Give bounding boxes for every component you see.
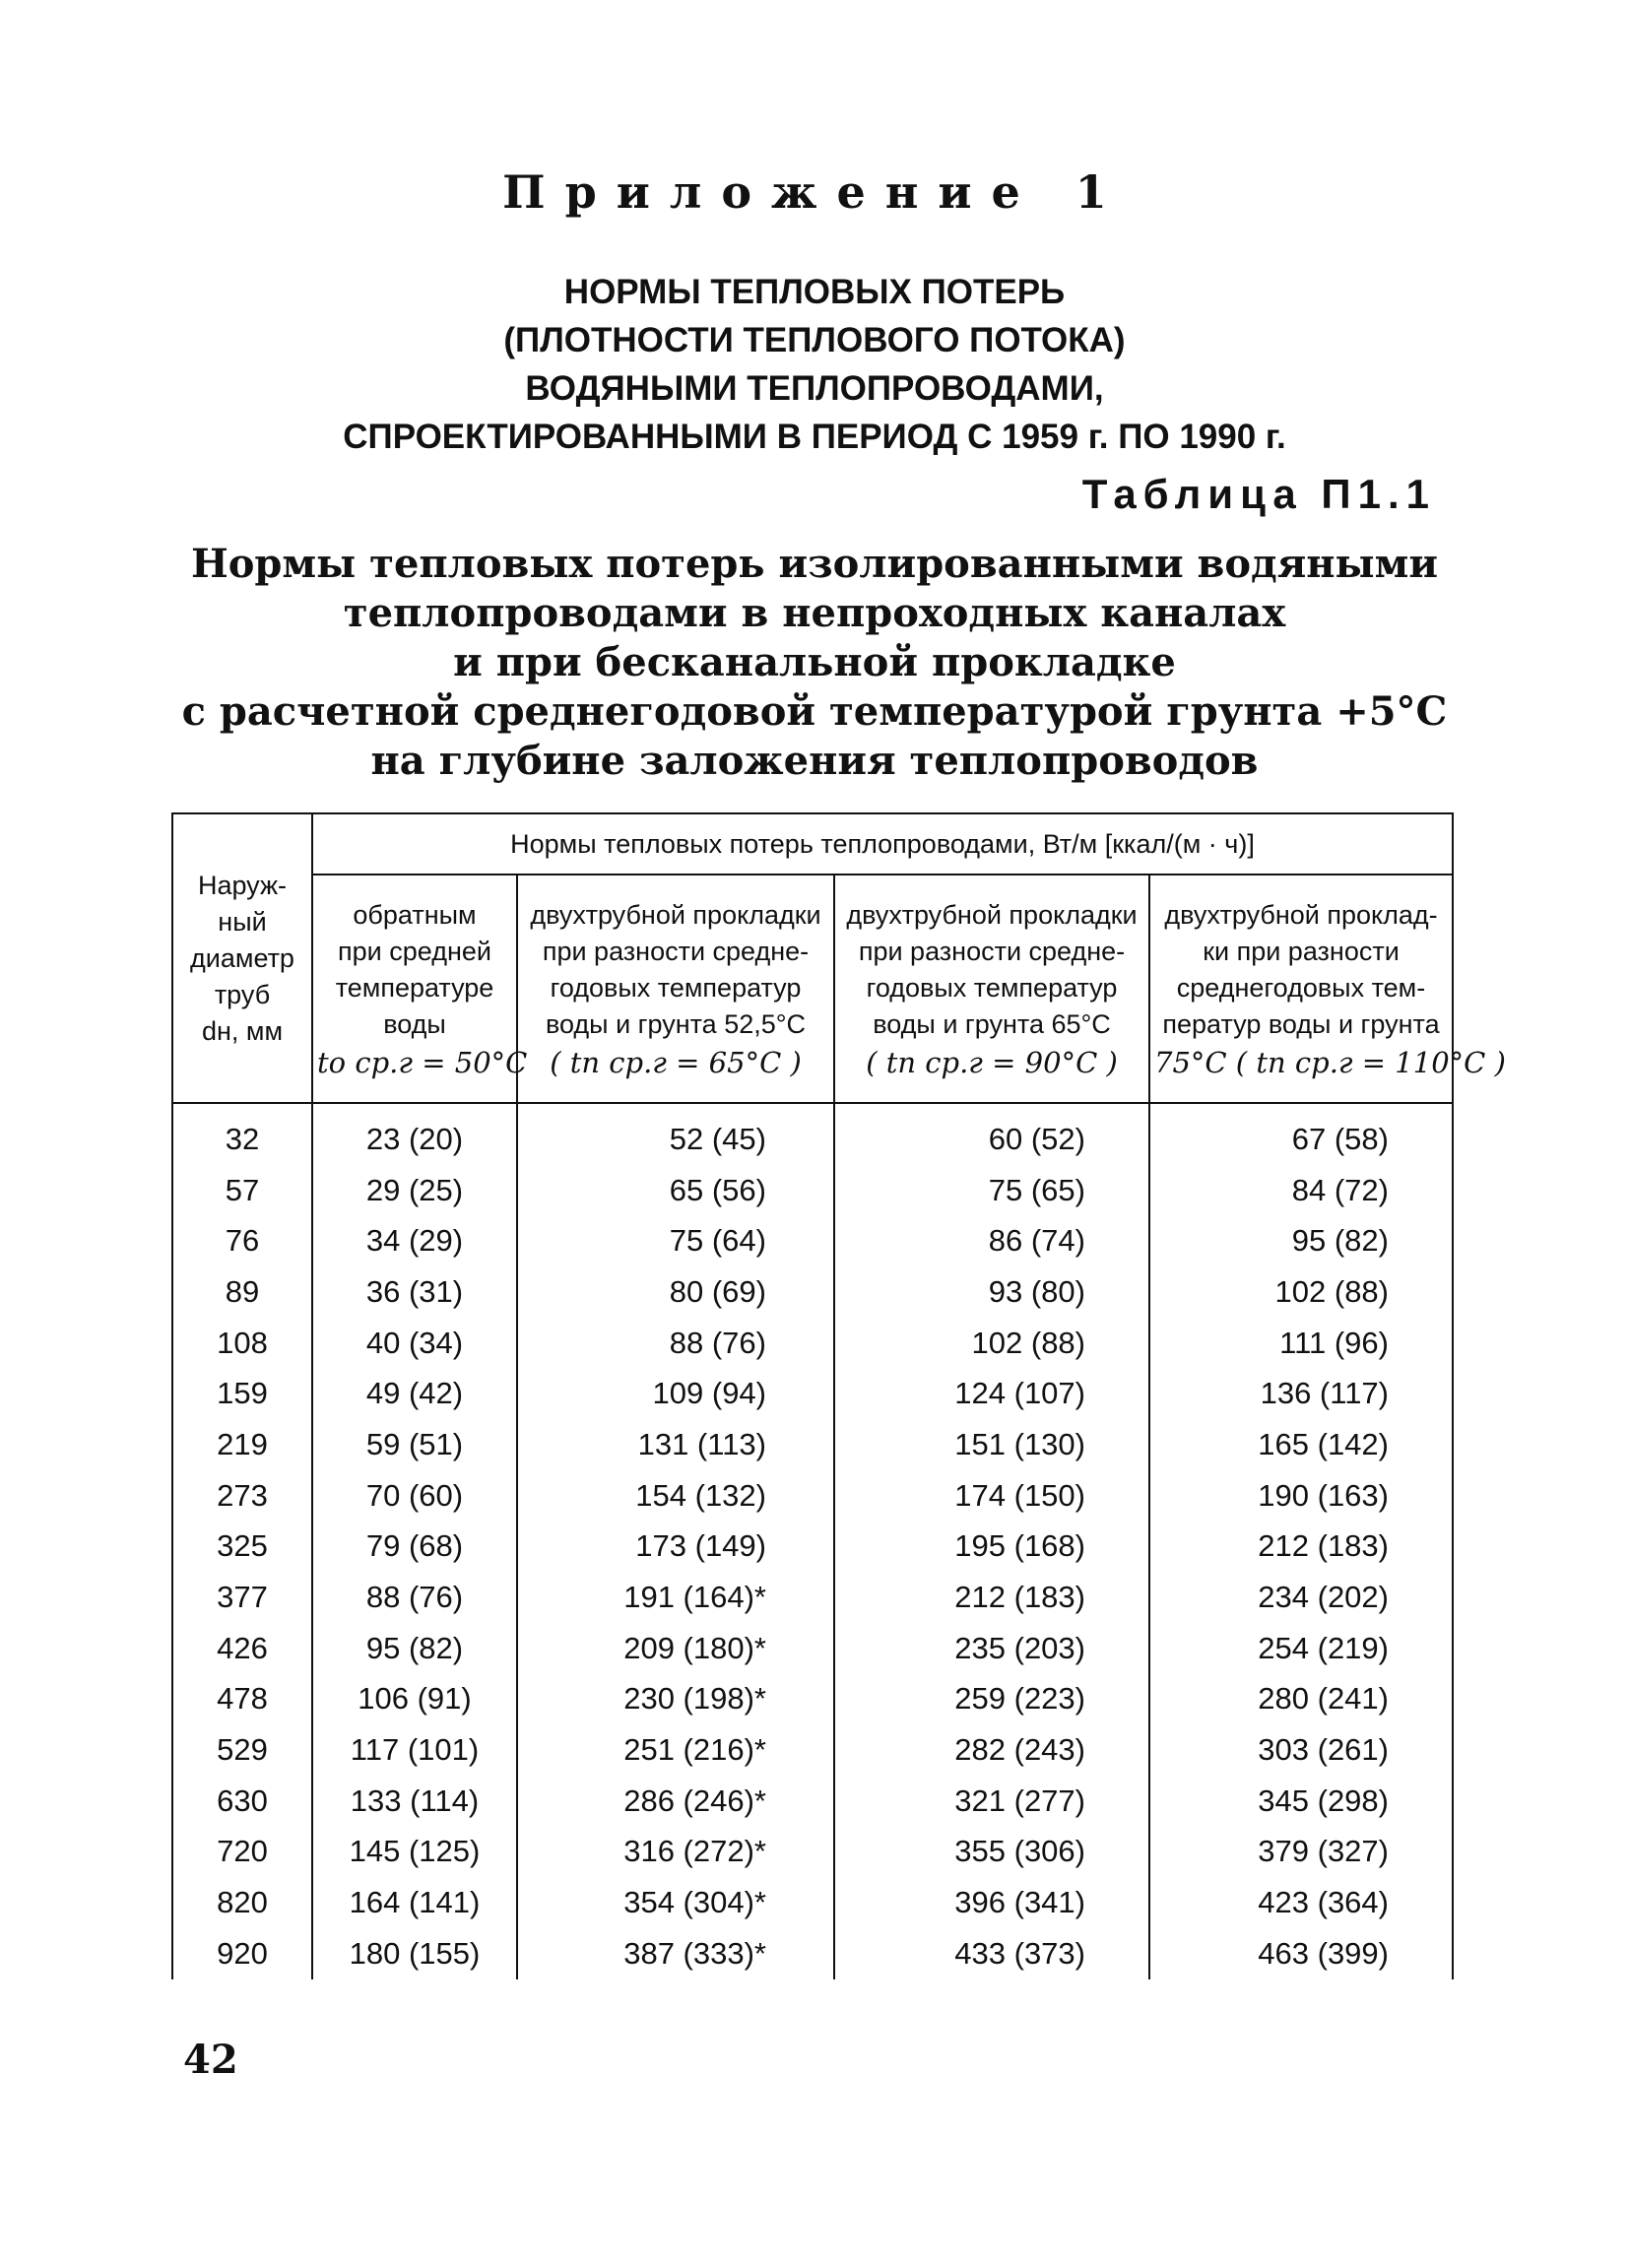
heat-loss-cell: 321 (277) xyxy=(834,1776,1149,1827)
header-line: ператур воды и грунта xyxy=(1162,1008,1440,1039)
header-line: при разности средне- xyxy=(858,936,1126,966)
header-line: обратным xyxy=(353,899,477,930)
caption-line: теплопроводами в непроходных каналах xyxy=(343,590,1286,636)
table-row xyxy=(172,1928,1453,1979)
table-label: Таблица П1.1 xyxy=(1081,471,1436,517)
header-line: годовых температур xyxy=(550,972,802,1003)
caption-line: и при бесканальной прокладке xyxy=(453,639,1176,685)
heat-loss-cell: 387 (333)* xyxy=(517,1928,834,1979)
table-body xyxy=(172,1103,1453,1979)
heat-loss-cell: 174 (150) xyxy=(834,1470,1149,1522)
table-row xyxy=(172,1776,1453,1827)
heat-loss-cell: 379 (327) xyxy=(1149,1827,1453,1878)
table-row xyxy=(172,1623,1453,1674)
table-row xyxy=(172,1419,1453,1470)
heat-loss-cell: 463 (399) xyxy=(1149,1928,1453,1979)
heat-loss-cell: 195 (168) xyxy=(834,1522,1149,1573)
temperature-formula: tо ср.г = 50°С xyxy=(317,1045,528,1079)
heat-loss-cell: 235 (203) xyxy=(834,1623,1149,1674)
heat-loss-cell: 34 (29) xyxy=(312,1215,517,1266)
heat-loss-cell: 95 (82) xyxy=(312,1623,517,1674)
heat-loss-cell: 88 (76) xyxy=(517,1318,834,1369)
header-line: при разности средне- xyxy=(542,936,810,966)
heat-loss-cell: 75 (65) xyxy=(834,1165,1149,1216)
table-row xyxy=(172,1724,1453,1776)
heat-loss-cell: 65 (56) xyxy=(517,1165,834,1216)
heading-line: (ПЛОТНОСТИ ТЕПЛОВОГО ПОТОКА) xyxy=(503,321,1126,359)
two-pipe-52-column-header xyxy=(517,875,834,1103)
header-line: среднегодовых тем- xyxy=(1176,972,1426,1003)
heat-loss-cell: 117 (101) xyxy=(312,1724,517,1776)
caption-line: на глубине заложения теплопроводов xyxy=(370,738,1259,784)
heat-loss-cell: 164 (141) xyxy=(312,1877,517,1928)
heat-loss-table xyxy=(171,812,1506,1979)
heat-loss-cell: 423 (364) xyxy=(1149,1877,1453,1928)
heat-loss-cell: 396 (341) xyxy=(834,1877,1149,1928)
heat-loss-cell: 251 (216)* xyxy=(517,1724,834,1776)
heat-loss-cell: 111 (96) xyxy=(1149,1318,1453,1369)
caption-line: Нормы тепловых потерь изолированными водяными xyxy=(190,541,1439,587)
table-row xyxy=(172,1522,1453,1573)
heat-loss-cell: 209 (180)* xyxy=(517,1623,834,1674)
heat-loss-cell: 36 (31) xyxy=(312,1266,517,1318)
two-pipe-75-column-header xyxy=(1149,875,1506,1103)
header-line: ки при разности xyxy=(1203,936,1400,966)
header-line: при средней xyxy=(338,936,491,966)
heat-loss-cell: 136 (117) xyxy=(1149,1368,1453,1419)
heat-loss-cell: 212 (183) xyxy=(834,1572,1149,1623)
table-caption xyxy=(0,540,1629,786)
diameter-column-header xyxy=(172,813,312,1103)
table-row xyxy=(172,1877,1453,1928)
diameter-cell: 377 xyxy=(172,1572,312,1623)
temperature-formula: 75°С ( tп ср.г = 110°С ) xyxy=(1154,1045,1506,1079)
heat-loss-cell: 345 (298) xyxy=(1149,1776,1453,1827)
diameter-cell: 820 xyxy=(172,1877,312,1928)
header-line: воды xyxy=(383,1008,446,1039)
heat-loss-cell: 259 (223) xyxy=(834,1674,1149,1725)
diameter-cell: 57 xyxy=(172,1165,312,1216)
heat-loss-cell: 173 (149) xyxy=(517,1522,834,1573)
table-header xyxy=(172,813,1506,1103)
table-row xyxy=(172,1674,1453,1725)
header-line: температуре xyxy=(335,972,494,1003)
header-line: двухтрубной прокладки xyxy=(846,899,1138,930)
header-line: ный xyxy=(218,906,267,937)
header-line: диаметр xyxy=(190,942,294,973)
heat-loss-cell: 70 (60) xyxy=(312,1470,517,1522)
heat-loss-cell: 145 (125) xyxy=(312,1827,517,1878)
heat-loss-cell: 49 (42) xyxy=(312,1368,517,1419)
table-row xyxy=(172,1572,1453,1623)
heat-loss-cell: 212 (183) xyxy=(1149,1522,1453,1573)
heat-loss-cell: 165 (142) xyxy=(1149,1419,1453,1470)
header-line: годовых температур xyxy=(866,972,1118,1003)
heat-loss-cell: 79 (68) xyxy=(312,1522,517,1573)
heat-loss-cell: 86 (74) xyxy=(834,1215,1149,1266)
heat-loss-cell: 254 (219) xyxy=(1149,1623,1453,1674)
header-line: воды и грунта 52,5°С xyxy=(545,1008,807,1039)
diameter-cell: 159 xyxy=(172,1368,312,1419)
heading-line: ВОДЯНЫМИ ТЕПЛОПРОВОДАМИ, xyxy=(525,369,1104,408)
table-row xyxy=(172,1318,1453,1369)
heat-loss-cell: 234 (202) xyxy=(1149,1572,1453,1623)
heat-loss-cell: 433 (373) xyxy=(834,1928,1149,1979)
table-row xyxy=(172,1165,1453,1216)
heat-loss-cell: 102 (88) xyxy=(834,1318,1149,1369)
heat-loss-cell: 230 (198)* xyxy=(517,1674,834,1725)
diameter-cell: 920 xyxy=(172,1928,312,1979)
heat-loss-cell: 151 (130) xyxy=(834,1419,1149,1470)
heading-line: СПРОЕКТИРОВАННЫМИ В ПЕРИОД С 1959 г. ПО 1990 г. xyxy=(343,418,1286,456)
temperature-formula: ( tп ср.г = 90°С ) xyxy=(866,1045,1118,1079)
diameter-cell: 108 xyxy=(172,1318,312,1369)
heat-loss-cell: 354 (304)* xyxy=(517,1877,834,1928)
heat-loss-cell: 106 (91) xyxy=(312,1674,517,1725)
heat-loss-cell: 190 (163) xyxy=(1149,1470,1453,1522)
diameter-cell: 32 xyxy=(172,1103,312,1165)
heat-loss-cell: 80 (69) xyxy=(517,1266,834,1318)
heading-line: НОРМЫ ТЕПЛОВЫХ ПОТЕРЬ xyxy=(563,273,1066,311)
return-pipe-column-header xyxy=(312,875,528,1103)
heat-loss-cell: 23 (20) xyxy=(312,1103,517,1165)
two-pipe-65-column-header xyxy=(834,875,1149,1103)
header-line: двухтрубной проклад- xyxy=(1164,899,1438,930)
diameter-cell: 630 xyxy=(172,1776,312,1827)
header-line: Наруж- xyxy=(197,870,288,900)
page-number: 42 xyxy=(183,2037,238,2083)
diameter-cell: 76 xyxy=(172,1215,312,1266)
heat-loss-cell: 286 (246)* xyxy=(517,1776,834,1827)
diameter-cell: 426 xyxy=(172,1623,312,1674)
caption-line: с расчетной среднегодовой температурой грунта +5°С xyxy=(181,688,1448,735)
header-line: dн, мм xyxy=(201,1015,284,1046)
heat-loss-cell: 84 (72) xyxy=(1149,1165,1453,1216)
heat-loss-cell: 88 (76) xyxy=(312,1572,517,1623)
heat-loss-cell: 29 (25) xyxy=(312,1165,517,1216)
document-heading xyxy=(0,268,1629,461)
heat-loss-cell: 131 (113) xyxy=(517,1419,834,1470)
heat-loss-table-container xyxy=(171,812,1506,1979)
heat-loss-cell: 52 (45) xyxy=(517,1103,834,1165)
group-header: Нормы тепловых потерь теплопроводами, Вт/м [ккал/(м · ч)] xyxy=(312,813,1453,875)
heat-loss-cell: 60 (52) xyxy=(834,1103,1149,1165)
table-row xyxy=(172,1827,1453,1878)
header-line: воды и грунта 65°С xyxy=(873,1008,1111,1039)
header-line: двухтрубной прокладки xyxy=(530,899,821,930)
diameter-cell: 89 xyxy=(172,1266,312,1318)
table-row xyxy=(172,1470,1453,1522)
heat-loss-cell: 95 (82) xyxy=(1149,1215,1453,1266)
table-row xyxy=(172,1103,1453,1165)
diameter-cell: 219 xyxy=(172,1419,312,1470)
table-row xyxy=(172,1368,1453,1419)
header-line: труб xyxy=(214,979,271,1009)
table-row xyxy=(172,1215,1453,1266)
temperature-formula: ( tп ср.г = 65°С ) xyxy=(550,1045,802,1079)
diameter-cell: 325 xyxy=(172,1522,312,1573)
diameter-cell: 478 xyxy=(172,1674,312,1725)
heat-loss-cell: 355 (306) xyxy=(834,1827,1149,1878)
heat-loss-cell: 102 (88) xyxy=(1149,1266,1453,1318)
diameter-cell: 273 xyxy=(172,1470,312,1522)
heat-loss-cell: 93 (80) xyxy=(834,1266,1149,1318)
heat-loss-cell: 109 (94) xyxy=(517,1368,834,1419)
diameter-cell: 529 xyxy=(172,1724,312,1776)
heat-loss-cell: 180 (155) xyxy=(312,1928,517,1979)
heat-loss-cell: 75 (64) xyxy=(517,1215,834,1266)
heat-loss-cell: 67 (58) xyxy=(1149,1103,1453,1165)
heat-loss-cell: 282 (243) xyxy=(834,1724,1149,1776)
table-row xyxy=(172,1266,1453,1318)
heat-loss-cell: 191 (164)* xyxy=(517,1572,834,1623)
heat-loss-cell: 124 (107) xyxy=(834,1368,1149,1419)
heat-loss-cell: 280 (241) xyxy=(1149,1674,1453,1725)
diameter-cell: 720 xyxy=(172,1827,312,1878)
heat-loss-cell: 40 (34) xyxy=(312,1318,517,1369)
heat-loss-cell: 303 (261) xyxy=(1149,1724,1453,1776)
appendix-title: Приложение 1 xyxy=(502,165,1127,219)
heat-loss-cell: 59 (51) xyxy=(312,1419,517,1470)
heat-loss-cell: 133 (114) xyxy=(312,1776,517,1827)
heat-loss-cell: 316 (272)* xyxy=(517,1827,834,1878)
heat-loss-cell: 154 (132) xyxy=(517,1470,834,1522)
